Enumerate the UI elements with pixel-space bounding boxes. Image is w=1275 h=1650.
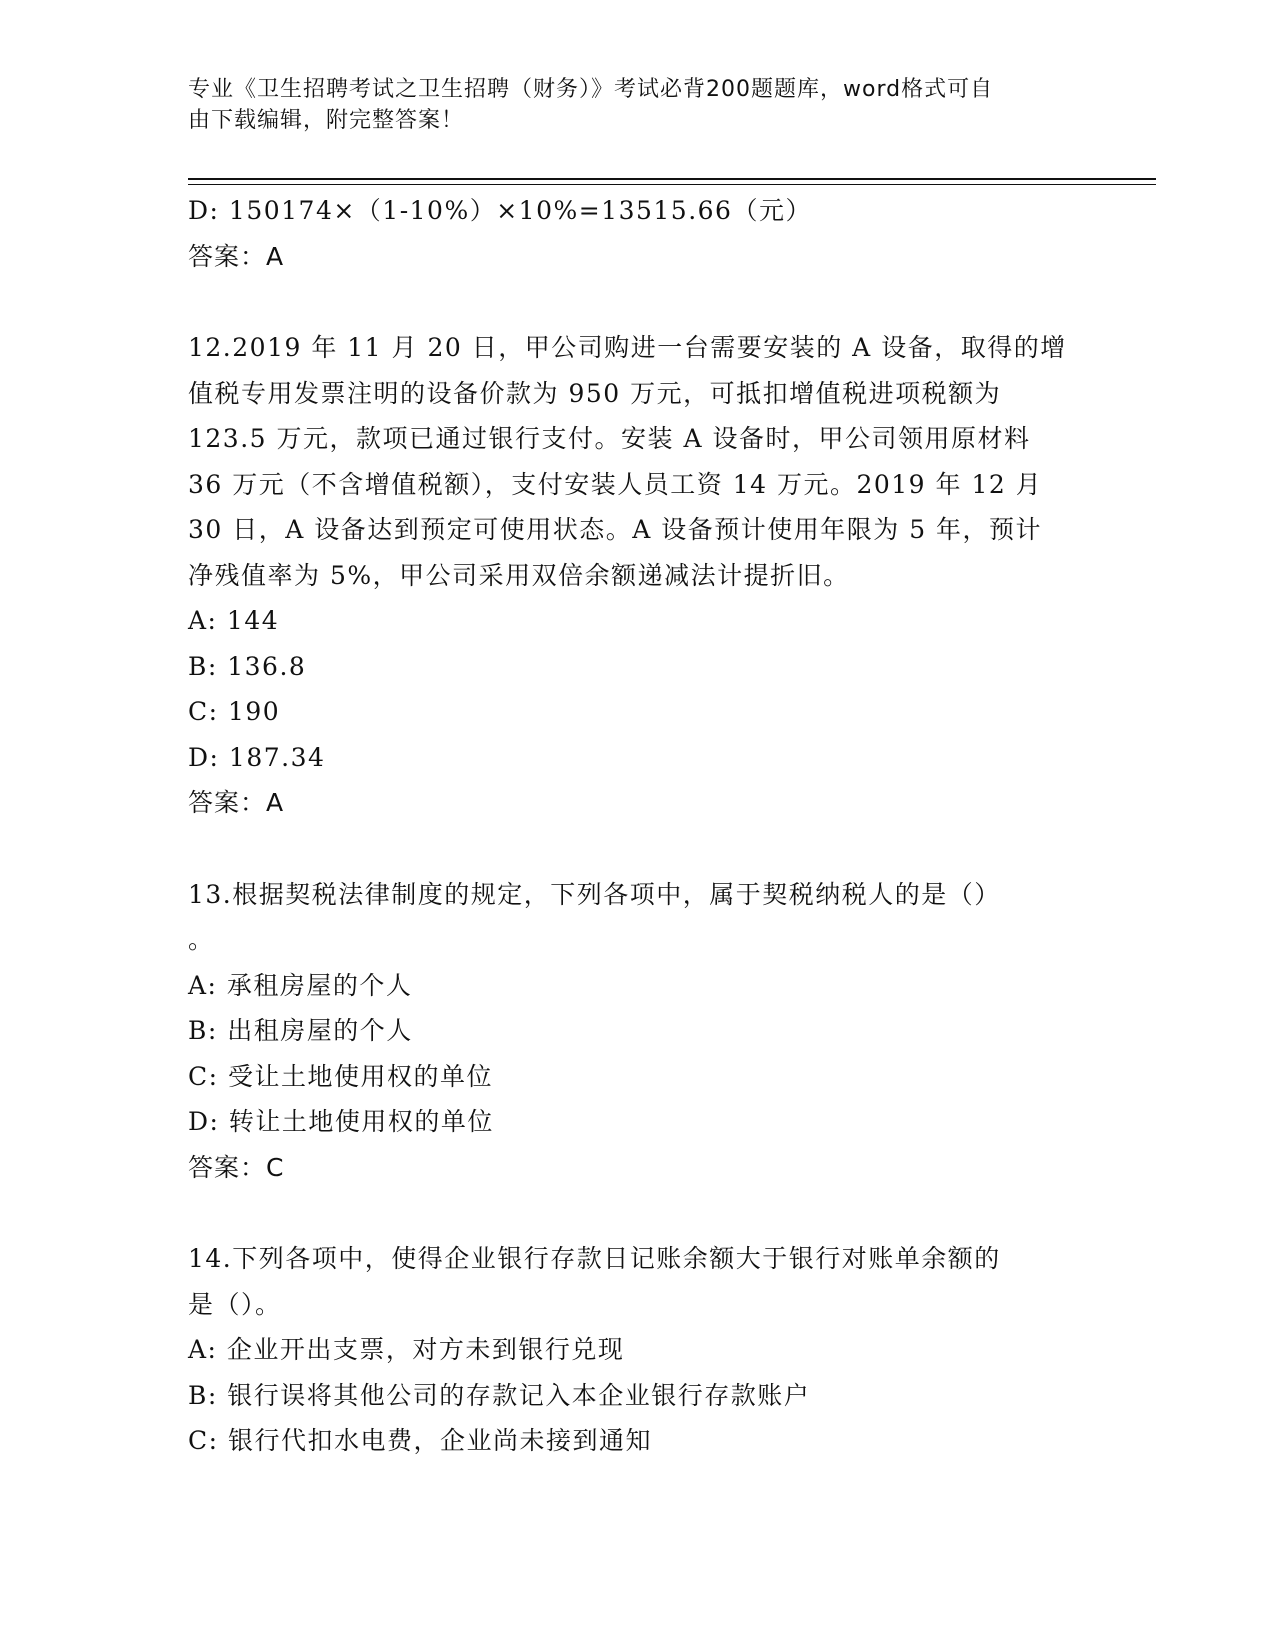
option-b: B: 出租房屋的个人 <box>188 1016 413 1045</box>
question-stem-line: 净残值率为 5%，甲公司采用双倍余额递减法计提折旧。 <box>188 560 850 590</box>
answer-line: 答案：A <box>188 788 285 817</box>
answer-line: 答案：C <box>188 1152 285 1182</box>
option-c: C: 银行代扣水电费，企业尚未接到通知 <box>188 1426 652 1455</box>
option-d: D: 150174×（1-10%）×10%=13515.66（元） <box>188 196 812 225</box>
header-line-2: 由下载编辑，附完整答案！ <box>188 108 465 133</box>
carryover-block <box>188 188 1088 279</box>
document-header <box>188 74 1088 136</box>
question-stem-line: 12.2019 年 11 月 20 日，甲公司购进一台需要安装的 A 设备，取得的增 <box>188 333 1067 362</box>
question-13 <box>188 872 1088 1191</box>
option-d: D: 转让土地使用权的单位 <box>188 1107 494 1136</box>
question-14 <box>188 1236 1088 1464</box>
spacer <box>188 1190 1088 1236</box>
answer-line: 答案：A <box>188 241 285 271</box>
option-b: B: 136.8 <box>188 651 307 681</box>
header-divider-thin <box>188 184 1156 185</box>
question-stem-line: 30 日，A 设备达到预定可使用状态。A 设备预计使用年限为 5 年，预计 <box>188 515 1043 544</box>
spacer <box>188 826 1088 872</box>
question-stem-line: 值税专用发票注明的设备价款为 950 万元，可抵扣增值税进项税额为 <box>188 378 1002 408</box>
question-stem-line: 是（）。 <box>188 1289 282 1319</box>
question-stem-line: 36 万元（不含增值税额），支付安装人员工资 14 万元。2019 年 12 月 <box>188 469 1043 499</box>
option-d: D: 187.34 <box>188 742 326 772</box>
question-12 <box>188 325 1088 826</box>
header-divider-thick <box>188 178 1156 180</box>
option-c: C: 190 <box>188 697 281 726</box>
question-stem-line: 13.根据契税法律制度的规定，下列各项中，属于契税纳税人的是（） <box>188 879 1001 909</box>
option-a: A: 企业开出支票，对方未到银行兑现 <box>188 1335 625 1364</box>
question-stem-line: 14.下列各项中，使得企业银行存款日记账余额大于银行对账单余额的 <box>188 1244 1001 1273</box>
header-line-1: 专业《卫生招聘考试之卫生招聘（财务）》考试必背200题题库，word格式可自 <box>188 77 994 102</box>
question-stem-line: 。 <box>188 925 215 954</box>
option-a: A: 承租房屋的个人 <box>188 970 413 1000</box>
document-body <box>188 188 1088 1464</box>
spacer <box>188 279 1088 325</box>
option-b: B: 银行误将其他公司的存款记入本企业银行存款账户 <box>188 1380 811 1410</box>
option-c: C: 受让土地使用权的单位 <box>188 1061 493 1091</box>
question-stem-line: 123.5 万元，款项已通过银行支付。安装 A 设备时，甲公司领用原材料 <box>188 424 1031 453</box>
option-a: A: 144 <box>188 606 280 635</box>
